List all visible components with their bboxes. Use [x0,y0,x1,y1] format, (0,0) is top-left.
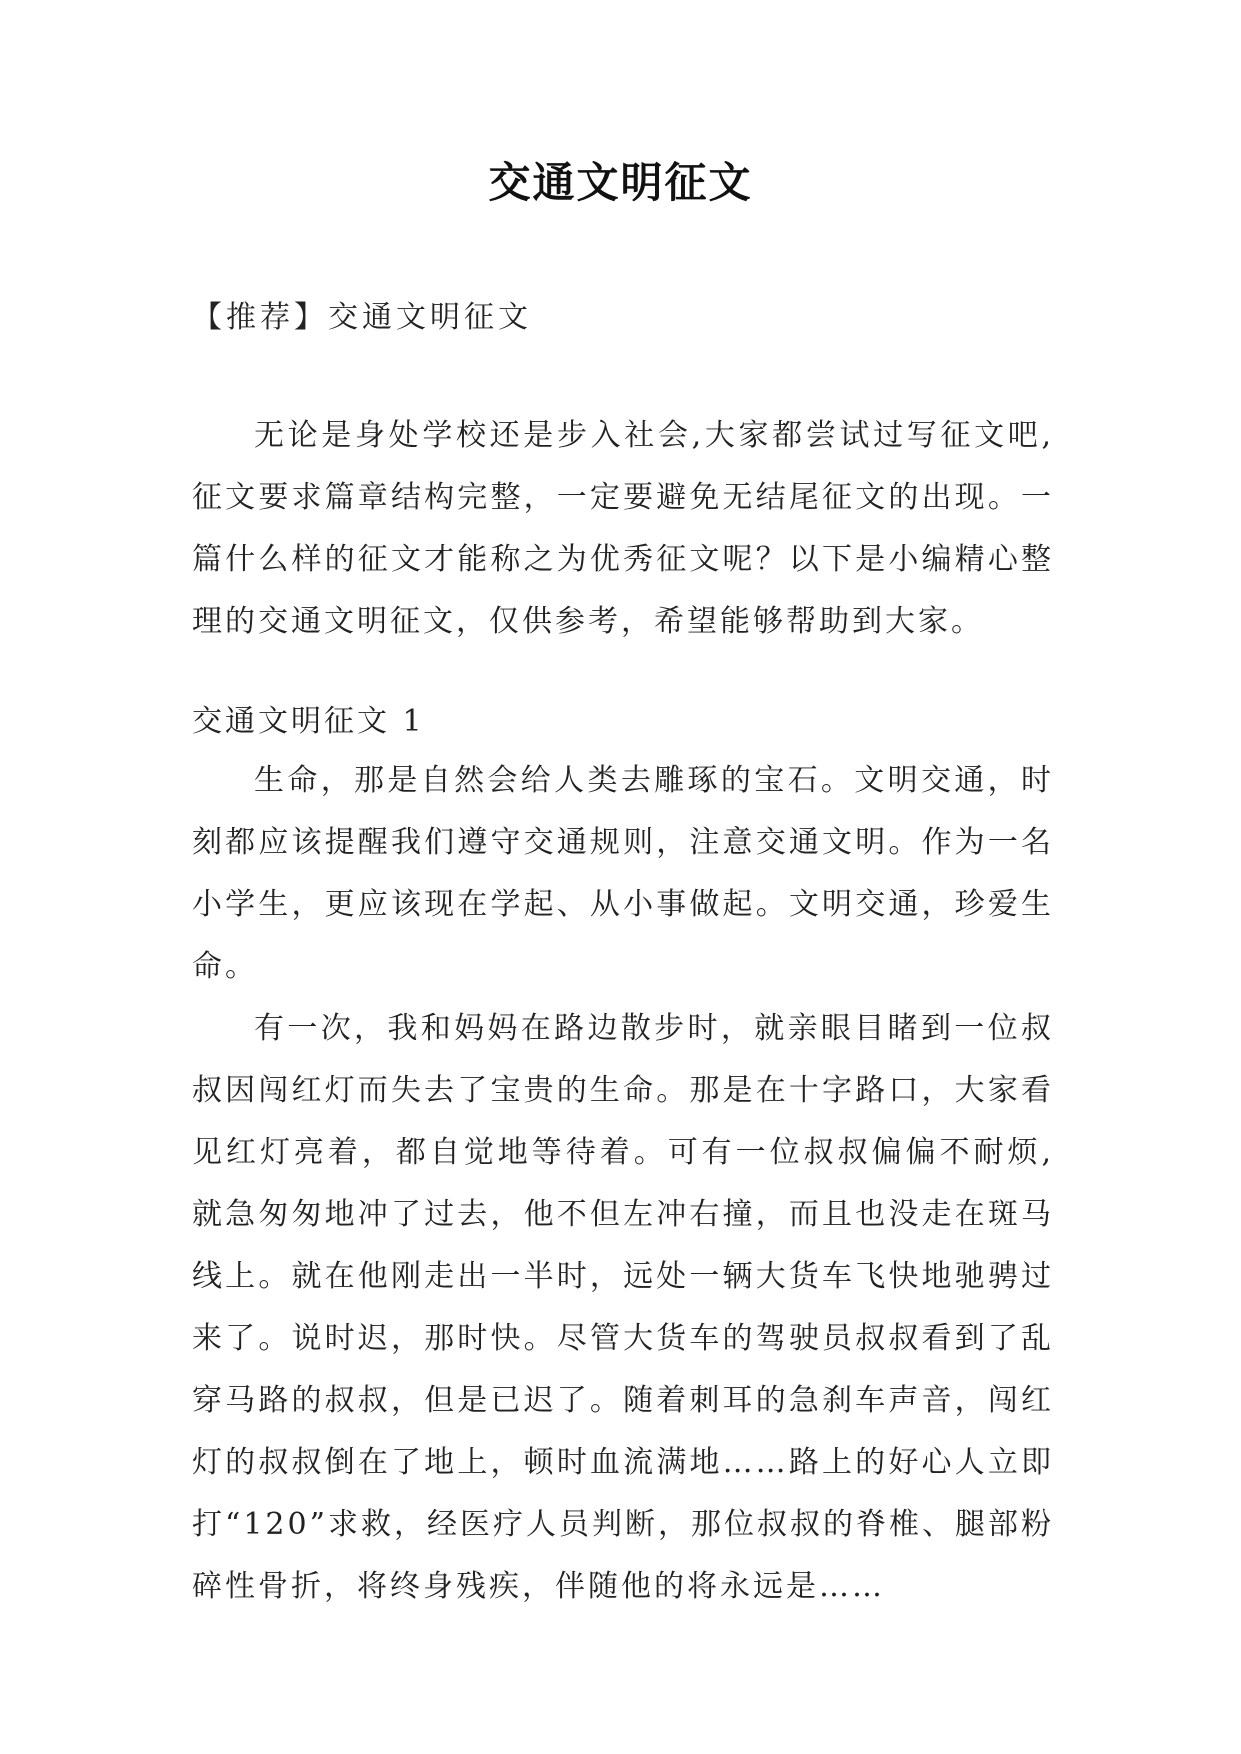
section-heading: 交通文明征文 1 [192,704,425,739]
essay-paragraph-1: 生命，那是自然会给人类去雕琢的宝石。文明交通，时刻都应该提醒我们遵守交通规则，注意交通文明。作为一名小学生，更应该现在学起、从小事做起。文明交通，珍爱生命。 [192,763,1054,984]
document-subtitle: 【推荐】交通文明征文 [192,300,532,335]
intro-block [192,405,1054,653]
intro-paragraph: 无论是身处学校还是步入社会,大家都尝试过写征文吧,征文要求篇章结构完整，一定要避免无结尾征文的出现。一篇什么样的征文才能称之为优秀征文呢？以下是小编精心整理的交通文明征文，仅供参考，希望能够帮助到大家。 [192,418,1054,639]
document-title: 交通文明征文 [488,158,753,207]
essay-paragraph-2: 有一次，我和妈妈在路边散步时，就亲眼目睹到一位叔叔因闯红灯而失去了宝贵的生命。那是在十字路口，大家看见红灯亮着，都自觉地等待着。可有一位叔叔偏偏不耐烦,就急匆匆地冲了过去，他不但左冲右撞，而且也没走在斑马线上。就在他刚走出一半时，远处一辆大货车飞快地驰骋过来了。说时迟，那时快。尽管大货车的驾驶员叔叔看到了乱穿马路的叔叔，但是已迟了。随着刺耳的急刹车声音，闯红灯的叔叔倒在了地上，顿时血流满地……路上的好心人立即打“120”求救，经医疗人员判断，那位叔叔的脊椎、腿部粉碎性骨折，将终身残疾，伴随他的将永远是…… [192,1011,1054,1604]
essay-body [192,750,1054,1618]
